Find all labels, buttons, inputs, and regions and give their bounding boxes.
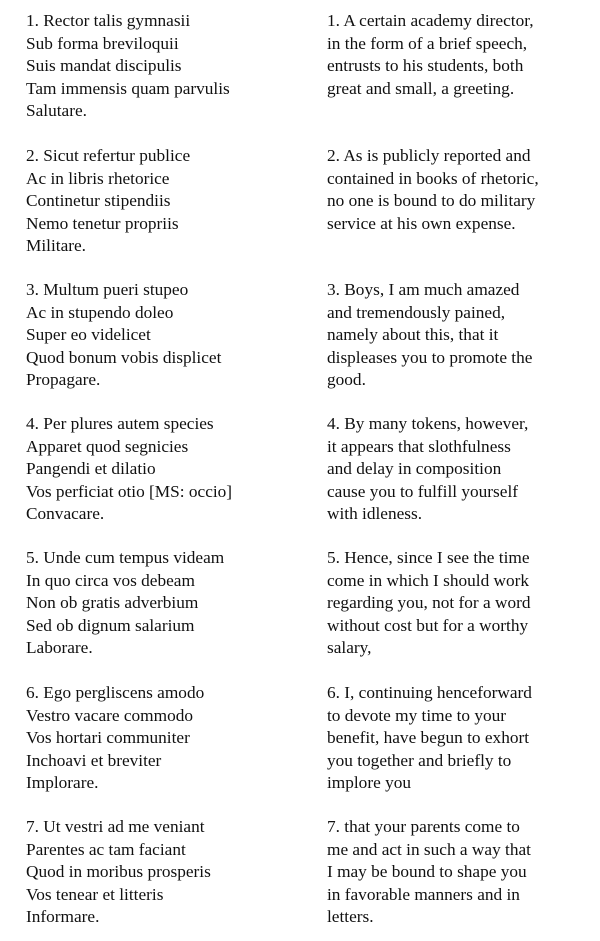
latin-line: Sub forma breviloquii (26, 33, 179, 53)
latin-line: 5. Unde cum tempus videam (26, 548, 225, 567)
latin-line: Vestro vacare commodo (26, 705, 193, 725)
latin-line: 4. Per plures autem species (26, 414, 214, 433)
latin-line: 1. Rector talis gymnasii (26, 11, 191, 30)
latin-line: In quo circa vos debeam (26, 570, 195, 590)
english-line: namely about this, that it (327, 325, 499, 344)
latin-line: Sed ob dignum salarium (26, 615, 195, 635)
english-line: 4. By many tokens, however, (327, 414, 529, 433)
latin-line: Nemo tenetur propriis (26, 213, 179, 233)
english-line: without cost but for a worthy (327, 615, 529, 635)
english-line: 2. As is publicly reported and (327, 146, 531, 165)
english-line: in the form of a brief speech, (327, 33, 528, 53)
latin-line: Vos perficiat otio [MS: occio] (26, 481, 233, 501)
english-stanza-4 (327, 413, 597, 526)
latin-line: Vos tenear et litteris (26, 884, 164, 904)
english-stanza-7 (327, 816, 597, 929)
english-line: 5. Hence, since I see the time (327, 548, 530, 567)
english-line: implore you (327, 773, 411, 792)
latin-line: 3. Multum pueri stupeo (26, 280, 189, 299)
english-line: great and small, a greeting. (327, 78, 515, 98)
latin-line: 2. Sicut refertur publice (26, 146, 191, 165)
latin-stanza-5 (26, 547, 296, 660)
english-line: no one is bound to do military (327, 191, 536, 210)
latin-line: Parentes ac tam faciant (26, 839, 186, 859)
english-stanza-5 (327, 547, 597, 660)
latin-line: Super eo videlicet (26, 325, 151, 344)
latin-line: Non ob gratis adverbium (26, 593, 199, 612)
english-line: with idleness. (327, 504, 423, 523)
latin-line: 6. Ego pergliscens amodo (26, 683, 205, 702)
english-line: salary, (327, 638, 372, 657)
english-stanza-6 (327, 682, 597, 795)
english-line: good. (327, 370, 366, 389)
english-line: and tremendously pained, (327, 302, 506, 322)
latin-line: Pangendi et dilatio (26, 459, 156, 478)
english-line: service at his own expense. (327, 213, 516, 233)
latin-stanza-7 (26, 816, 296, 929)
english-line: and delay in composition (327, 459, 502, 478)
latin-stanza-4 (26, 413, 296, 526)
english-line: I may be bound to shape you (327, 862, 527, 881)
english-line: benefit, have begun to exhort (327, 728, 530, 747)
latin-line: Apparet quod segnicies (26, 436, 189, 456)
latin-line: Implorare. (26, 773, 99, 792)
latin-line: Propagare. (26, 370, 101, 389)
latin-line: 7. Ut vestri ad me veniant (26, 817, 205, 836)
latin-line: Ac in libris rhetorice (26, 168, 170, 188)
latin-line: Convacare. (26, 504, 105, 523)
english-line: 1. A certain academy director, (327, 11, 534, 30)
english-line: contained in books of rhetoric, (327, 168, 539, 188)
english-line: 3. Boys, I am much amazed (327, 280, 520, 299)
english-line: displeases you to promote the (327, 347, 533, 367)
latin-line: Tam immensis quam parvulis (26, 78, 230, 98)
latin-line: Vos hortari communiter (26, 728, 190, 747)
latin-line: Inchoavi et breviter (26, 750, 162, 770)
english-line: 6. I, continuing henceforward (327, 683, 532, 702)
latin-line: Ac in stupendo doleo (26, 302, 174, 322)
latin-line: Suis mandat discipulis (26, 56, 182, 75)
english-line: cause you to fulfill yourself (327, 481, 519, 501)
english-line: it appears that slothfulness (327, 436, 511, 456)
latin-line: Quod bonum vobis displicet (26, 347, 222, 367)
english-line: me and act in such a way that (327, 839, 531, 859)
english-line: regarding you, not for a word (327, 593, 531, 612)
latin-stanza-1 (26, 10, 296, 123)
english-line: 7. that your parents come to (327, 817, 520, 836)
english-line: entrusts to his students, both (327, 56, 524, 75)
english-stanza-1 (327, 10, 597, 100)
latin-stanza-6 (26, 682, 296, 795)
english-stanza-2 (327, 145, 597, 235)
english-line: come in which I should work (327, 570, 530, 590)
latin-line: Continetur stipendiis (26, 191, 171, 210)
latin-line: Informare. (26, 907, 100, 926)
english-line: letters. (327, 907, 374, 926)
english-line: in favorable manners and in (327, 884, 520, 904)
english-stanza-3 (327, 279, 597, 392)
latin-line: Quod in moribus prosperis (26, 862, 211, 881)
latin-line: Laborare. (26, 638, 93, 657)
latin-stanza-2 (26, 145, 296, 258)
latin-stanza-3 (26, 279, 296, 392)
latin-line: Militare. (26, 236, 86, 255)
latin-line: Salutare. (26, 101, 87, 120)
english-line: to devote my time to your (327, 705, 507, 725)
english-line: you together and briefly to (327, 750, 512, 770)
